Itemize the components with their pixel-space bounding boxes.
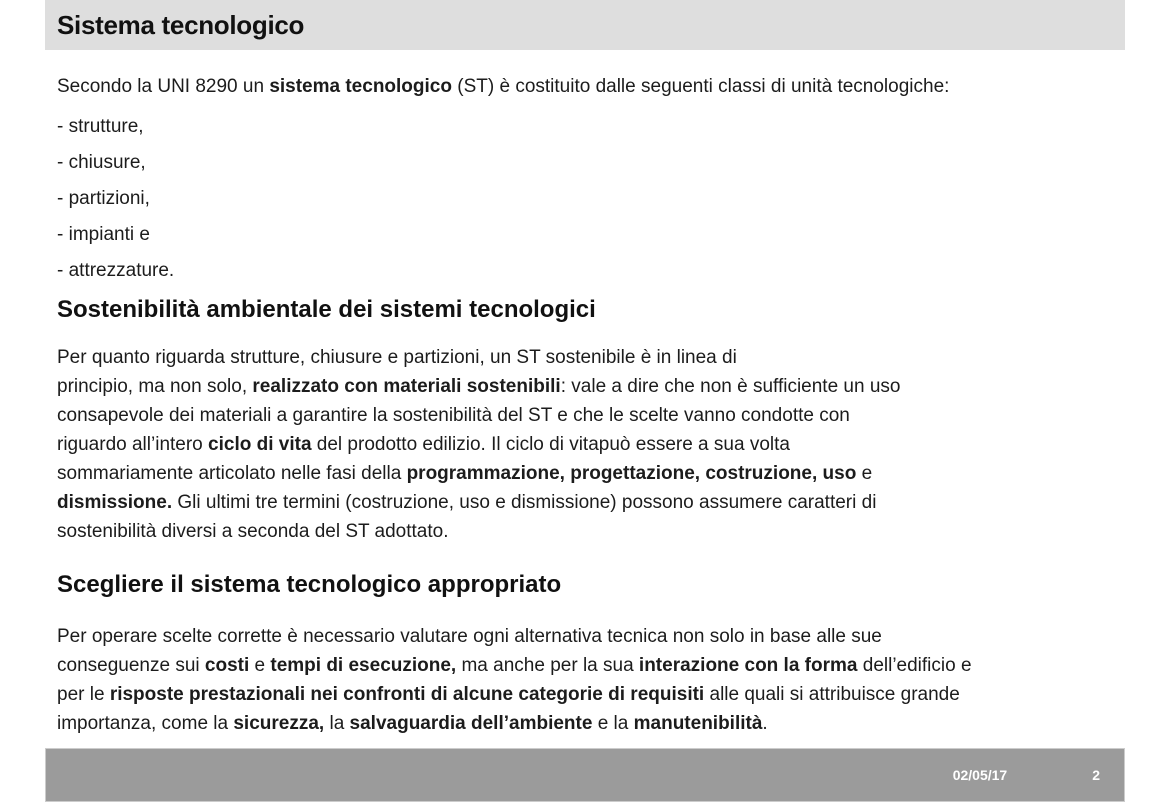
section-heading-sustainability: Sostenibilità ambientale dei sistemi tecnologici [57, 296, 596, 323]
text-line: sostenibilità diversi a seconda del ST adottato. [57, 521, 449, 542]
text-line: importanza, come la sicurezza, la salvaguardia dell’ambiente e la manutenibilità. [57, 713, 768, 734]
text-line: per le risposte prestazionali nei confronti di alcune categorie di requisiti alle quali si attribuisce grande [57, 684, 960, 705]
unit-classes-list [57, 109, 1127, 289]
text-line: Secondo la UNI 8290 un sistema tecnologico (ST) è costituito dalle seguenti classi di unità tecnologiche: [57, 76, 950, 97]
text-line: riguardo all’intero ciclo di vita del prodotto edilizio. Il ciclo di vitapuò essere a sua volta [57, 434, 790, 455]
list-item: - impianti e [57, 224, 150, 245]
text-line: principio, ma non solo, realizzato con materiali sostenibili: vale a dire che non è sufficiente un uso [57, 376, 901, 397]
choose-paragraph [57, 622, 1127, 738]
list-item: - partizioni, [57, 188, 150, 209]
intro-paragraph [57, 72, 1127, 101]
text-line: Per operare scelte corrette è necessario valutare ogni alternativa tecnica non solo in base alle sue [57, 626, 882, 647]
text-line: consapevole dei materiali a garantire la sostenibilità del ST e che le scelte vanno condotte con [57, 405, 850, 426]
list-item: - chiusure, [57, 152, 146, 173]
list-item: - strutture, [57, 116, 144, 137]
footer-page-number: 2 [1092, 767, 1100, 783]
text-line: Per quanto riguarda strutture, chiusure e partizioni, un ST sostenibile è in linea di [57, 347, 737, 368]
section-heading-choose: Scegliere il sistema tecnologico appropriato [57, 571, 562, 598]
text-line: dismissione. Gli ultimi tre termini (costruzione, uso e dismissione) possono assumere caratteri di [57, 492, 877, 513]
sustainability-paragraph [57, 343, 1127, 546]
text-line: conseguenze sui costi e tempi di esecuzione, ma anche per la sua interazione con la forma dell’edificio e [57, 655, 972, 676]
slide-title-bar [45, 0, 1125, 50]
footer-bar [45, 748, 1125, 802]
text-line: sommariamente articolato nelle fasi della programmazione, progettazione, costruzione, uso e [57, 463, 873, 484]
page-title: Sistema tecnologico [57, 9, 305, 40]
footer-date: 02/05/17 [952, 767, 1008, 783]
list-item: - attrezzature. [57, 260, 175, 281]
slide-content [57, 72, 1127, 738]
